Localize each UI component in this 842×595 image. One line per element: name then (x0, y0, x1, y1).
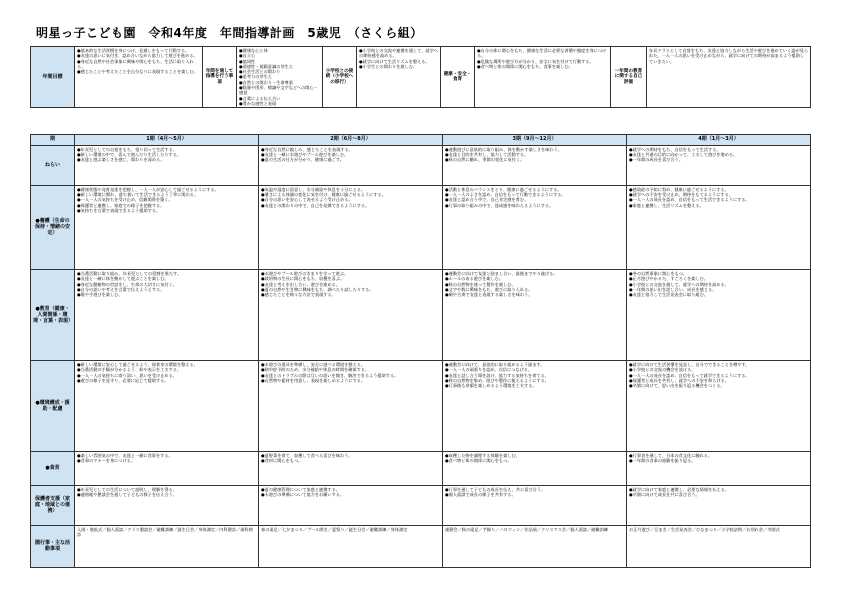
health-safety-label: 健康・安全・食育 (441, 47, 475, 108)
cell-line: ●友達の思いに気付き、認め合いながら協力して遊びを進める。 (77, 53, 198, 59)
term-header: 2期（6月～8月） (259, 135, 443, 146)
row-label-food-education: ●食育 (31, 451, 75, 485)
cell-line: 春の遠足／七夕まつり／プール開き／夏祭り／誕生日会／避難訓練／身体測定 (261, 526, 408, 532)
cell-line: ●一人一人の成長を認め、自信をもって生活できるようにする。 (629, 197, 750, 203)
cell-line: ●一人一人のよさを認め、自信をもって行動できるようにする。 (445, 191, 566, 197)
cell-line: ●自立心 (239, 53, 256, 59)
cell-line: ●豊かな感性と表現 (239, 100, 277, 106)
plan-cell (259, 525, 443, 567)
plan-cell (75, 451, 259, 485)
cell-line: ●就学に向けて家庭と連携し、必要な情報を伝える。 (629, 486, 729, 492)
plan-cell (627, 145, 811, 185)
cell-line: ●連絡帳や懇談会を通して子どもの様子を伝え合う。 (77, 491, 177, 497)
plan-cell (443, 185, 627, 269)
plan-cell (75, 270, 259, 361)
cell-line: ●食材に関心をもつ。 (261, 458, 303, 464)
plan-cell (627, 270, 811, 361)
cell-line: ●熱中症予防のため、水分補給や休息の時間を確保する。 (261, 367, 370, 373)
cell-line: ●友達と話し合う場を設け、協力する気持ちを育てる。 (445, 372, 549, 378)
cell-line: ●秋の自然に触れ、季節の変化に気付く。 (445, 157, 525, 163)
self-evaluation-label: 一年間の教育に関する自己評価 (611, 47, 647, 108)
cell-line: ●劇や合奏で友達と表現する楽しさを味わう。 (445, 292, 533, 298)
cell-line: ●暑さによる体調の変化に気を付け、健康に過ごせるようにする。 (261, 191, 386, 197)
cell-line: ●小学校との交流を通して、就学への期待を高める。 (629, 281, 729, 287)
cell-line: ●自分の体に関心をもち、健康な生活に必要な習慣や態度を身につける。 (477, 48, 607, 59)
cell-line: ●運動遊びに意欲的に取り組み、体を動かす楽しさを味わう。 (445, 146, 562, 152)
cell-line: ●秋の自然物を集め、遊びや製作に使えるようにする。 (445, 377, 549, 383)
cell-line: ●夏野菜を育て、収穫して食べる喜びを味わう。 (261, 452, 353, 458)
cell-line: ●家庭と連携し、生活リズムを整える。 (629, 202, 704, 208)
cell-line: ●友達と考えを出し合い、遊びを進める。 (261, 281, 341, 287)
self-evaluation-text (647, 47, 811, 108)
cell-line: ●文字や数に興味をもち、遊びに取り入れる。 (445, 287, 533, 293)
cell-line: ●数量や図形、標識や文字などへの関心・感覚 (239, 85, 318, 96)
cell-line: ●友達と協力して生活発表会に取り組む。 (629, 292, 709, 298)
cell-line: ●保護者と成長を共有し、就学への不安を和らげる。 (629, 377, 729, 383)
term-header-label: 期 (31, 135, 75, 146)
cell-line: ●収穫した物を調理する体験を楽しむ。 (445, 452, 520, 458)
page-title: 明星っ子こども園 令和4年度 年間指導計画 5歳児 （さくら組） (36, 26, 423, 40)
row-label-aims: ねらい (31, 145, 75, 185)
cell-line: ●危険な場所や遊び方が分かり、安全に気を付けて行動する。 (477, 58, 594, 64)
cell-line: ●自然物や素材を用意し、表現を楽しめるようにする。 (261, 377, 366, 383)
annual-goals-label: 年間目標 (31, 47, 75, 108)
cell-line: ●新しい環境の中で、喜んで遊んだり生活したりする。 (77, 151, 182, 157)
cell-line: ●一年間の思い出を話し合い、成長を感じる。 (629, 287, 717, 293)
cell-line: ●行事の取り組みの中で、達成感を味わえるようにする。 (445, 202, 554, 208)
cell-line: ●就学への期待をもち、自信をもって生活する。 (629, 146, 721, 152)
plan-cell (627, 185, 811, 269)
cell-line: ●友達と一緒に体を動かして遊ぶことを楽しむ。 (77, 276, 169, 282)
cell-line: ●協同性 (239, 58, 256, 64)
cell-line: ●道徳性・規範意識の芽生え (239, 63, 293, 69)
cell-line: ●友達とのトラブルの際は互いの思いを聞き、解決できるよう援助する。 (261, 372, 399, 378)
cell-line: ●友達と一緒に水遊びやプール遊びを楽しむ。 (261, 151, 349, 157)
term-header: 1期（4月～5月） (75, 135, 259, 146)
term-plan-table (30, 134, 811, 568)
plan-cell (259, 360, 443, 451)
cell-line: ●個人面談で成長の様子を共有する。 (445, 491, 516, 497)
cell-line: ●小学生との関わりを楽しむ。 (359, 63, 418, 69)
cell-line: ●年長児としての自覚をもち、張り切って生活する。 (77, 146, 177, 152)
cell-line: ●卒園に向けて成長を共に喜び合う。 (629, 491, 700, 497)
plan-cell (75, 185, 259, 269)
cell-line: ●当番活動の手順が分かるよう、絵や表示を工夫する。 (77, 367, 182, 373)
health-safety-list (475, 47, 611, 108)
plan-cell (443, 485, 627, 525)
plan-cell (259, 451, 443, 485)
cell-line: ●自分の思いを安心して表せるよう受け止める。 (261, 197, 353, 203)
cell-line: ●夏の健康管理について家庭と連携する。 (261, 486, 340, 492)
row-label-environment: ●環境構成・援助・配慮 (31, 360, 75, 451)
cell-line: ●正月遊びやかるた、すごろくを楽しむ。 (629, 276, 709, 282)
cell-line: ●自然との関わり・生命尊重 (239, 79, 293, 85)
term-header: 3期（9月～12月） (443, 135, 627, 146)
plan-cell (75, 485, 259, 525)
cell-line: ●友達と遊ぶ楽しさを感じ、関わりを深める。 (77, 157, 165, 163)
plan-cell (443, 451, 627, 485)
cell-line: ●健康な心と体 (239, 48, 268, 53)
school-transition-list (357, 47, 441, 108)
school-transition-label: 小学校との接続（小学校への移行） (323, 47, 357, 108)
cell-line: ●遊びの様子を見守り、必要に応じて援助する。 (77, 377, 169, 383)
row-label-parent-support: 保護者支援（家庭・地域との連携） (31, 485, 75, 525)
plan-cell (443, 360, 627, 451)
plan-cell (259, 145, 443, 185)
plan-cell (443, 270, 627, 361)
plan-cell (627, 525, 811, 567)
cell-line: ●友達と認め合う中で、自己肯定感を育む。 (445, 197, 529, 203)
cell-line: ●気温や湿度に留意し、水分補給や休息を十分にとる。 (261, 186, 366, 192)
cell-line: ●運動会に向けて、意欲的に取り組めるよう励ます。 (445, 361, 545, 367)
cell-line: ●食事のマナーを身につける。 (77, 458, 136, 464)
cell-line: 年長クラスとして自覚をもち、友達と協力しながら生活や遊びを進めていく姿が見られた。一人一人の思いを受け止めながら、就学に向けての期待が高まるよう援助していきたい。 (649, 48, 809, 64)
cell-line: ●友達と目的を共有し、協力して活動する。 (445, 151, 529, 157)
cell-line: ●楽しい雰囲気の中で、友達と一緒に食事をする。 (77, 452, 173, 458)
plan-cell (75, 360, 259, 451)
cell-line: ●一年間の成長を喜び合う。 (629, 157, 683, 163)
cell-line: ●言葉による伝え合い (239, 95, 281, 101)
cell-line: ●運動会に向けて友達と励まし合い、最後までやり遂げる。 (445, 271, 558, 277)
cell-line: ●感じたことや考えたことを自分なりに表現することを楽しむ。 (77, 69, 198, 75)
cell-line: ●卒園に向けて、思い出を振り返る機会をつくる。 (629, 383, 725, 389)
cell-line: ●自分の思いや考えを言葉で伝えようとする。 (77, 287, 165, 293)
cell-line: ●身近な自然や社会事象に興味や関心をもち、生活に取り入れる。 (77, 58, 194, 69)
cell-line: ●当番活動に取り組み、年長児としての役割を果たす。 (77, 271, 182, 277)
ten-aims-list (237, 47, 323, 108)
cell-line: ●就学への不安を受け止め、期待をもてるようにする。 (629, 191, 733, 197)
cell-line: ●一人一人の気持ちを受け止め、信頼関係を築く。 (77, 197, 173, 203)
cell-line: ●就学に向けて生活習慣を見直し、自分でできることを増やす。 (629, 361, 750, 367)
plan-cell (75, 145, 259, 185)
plan-cell (259, 485, 443, 525)
cell-line: ●秋の自然物を使って製作を楽しむ。 (445, 281, 516, 287)
plan-cell (627, 485, 811, 525)
annual-goals-table (30, 46, 811, 108)
cell-line: ●水遊びの道具を準備し、安全に遊べる環境を整える。 (261, 361, 366, 367)
cell-line: ●一人一人の頑張りを認め、自信につなげる。 (445, 367, 533, 373)
cell-line: ●行事後も余韻を楽しめるよう環境を工夫する。 (445, 383, 537, 389)
cell-line: ●感じたことを様々な方法で表現する。 (261, 292, 336, 298)
cell-line: ●小学校との交流の機会を設ける。 (629, 367, 696, 373)
cell-line: ●身近な動植物の世話をし、生命の大切さに気付く。 (77, 281, 177, 287)
row-label-nursing: ●養護（生命の保持・情緒の安定） (31, 185, 75, 269)
cell-line: ●歌や手遊びを楽しむ。 (77, 292, 123, 298)
cell-line: ●健康状態や発育発達を把握し、一人一人が安心して過ごせるようにする。 (77, 186, 219, 192)
plan-cell (75, 525, 259, 567)
cell-line: ●新しい環境に慣れ、落ち着いて生活できるよう丁寧に関わる。 (77, 191, 199, 197)
plan-cell (259, 185, 443, 269)
cell-line: ●夏の生活の仕方が分かり、健康に過ごす。 (261, 157, 344, 163)
cell-line: ●ルールのある遊びを楽しむ。 (445, 276, 504, 282)
cell-line: ●水遊びの準備について協力をお願いする。 (261, 491, 345, 497)
goals-list (75, 47, 203, 108)
cell-line: 入園・進級式／個人面談／クラス懇談会／避難訓練／誕生日会／身体測定／内科健診／歯科検診 (77, 526, 253, 537)
cell-line: お正月遊び／豆まき／生活発表会／ひなまつり／小学校訪問／お別れ会／卒園式 (629, 526, 780, 532)
row-label-education: ●教育（健康・人間関係・環境・言葉・表現） (31, 270, 75, 361)
cell-line: ●活動と休息のバランスをとり、健康に過ごせるようにする。 (445, 186, 562, 192)
cell-line: ●保護者と連携し、家庭での様子を把握する。 (77, 202, 165, 208)
cell-line: ●一人一人の成長を認め、自信をもって就学できるようにする。 (629, 372, 750, 378)
cell-line: ●食べ物と体の関係に関心をもち、食事を楽しむ。 (477, 63, 573, 69)
row-label-events: 園行事・主な活動事項 (31, 525, 75, 567)
cell-line: ●栽培物の生長に関心をもち、収穫を喜ぶ。 (261, 276, 345, 282)
cell-line: ●社会生活との関わり (239, 69, 281, 75)
cell-line: ●思考力の芽生え (239, 74, 272, 80)
plan-cell (259, 270, 443, 361)
cell-line: ●年長児としての生活について説明し、理解を得る。 (77, 486, 177, 492)
ten-aims-label: 年間を通して指導を行う事項 (203, 47, 237, 108)
plan-cell (627, 360, 811, 451)
cell-line: ●冬の自然事象に関心をもつ。 (629, 271, 687, 277)
plan-cell (627, 451, 811, 485)
cell-line: ●小学校との交流や連携を通して、就学への期待感を高める。 (359, 48, 438, 59)
cell-line: ●行事食を通して、日本の食文化に触れる。 (629, 452, 713, 458)
cell-line: ●一人一人の気持ちに寄り添い、思いを受け止める。 (77, 372, 177, 378)
cell-line: ●就学に向けて生活リズムを整える。 (359, 58, 430, 64)
cell-line: ●友達との関わりの中で、自己を発揮できるようにする。 (261, 202, 370, 208)
cell-line: ●一年間の食事の経験を振り返る。 (629, 458, 696, 464)
cell-line: ●基本的な生活習慣を身につけ、見通しをもって行動する。 (77, 48, 190, 53)
cell-line: 運動会／秋の遠足／芋掘り／ハロウィン／作品展／クリスマス会／個人面談／避難訓練 (445, 526, 608, 532)
cell-line: ●行事を通して子どもの成長を伝え、共に喜び合う。 (445, 486, 546, 492)
plan-cell (443, 525, 627, 567)
term-header: 4期（1月～3月） (627, 135, 811, 146)
cell-line: ●夏の自然や生き物に興味をもち、調べたり試したりする。 (261, 287, 374, 293)
cell-line: ●身近な自然に親しみ、感じたことを表現する。 (261, 146, 353, 152)
cell-line: ●感染症の予防に努め、健康に過ごせるようにする。 (629, 186, 729, 192)
plan-cell (443, 145, 627, 185)
cell-line: ●気持ちを言葉で表現できるよう援助する。 (77, 207, 161, 213)
cell-line: ●新しい環境に安心して過ごせるよう、保育室の環境を整える。 (77, 361, 198, 367)
cell-line: ●食べ物と体の関係に関心をもつ。 (445, 458, 512, 464)
cell-line: ●水遊びやプール遊びのきまりを守って遊ぶ。 (261, 271, 349, 277)
cell-line: ●友達と共通の目的に向かって、工夫して遊びを進める。 (629, 151, 738, 157)
